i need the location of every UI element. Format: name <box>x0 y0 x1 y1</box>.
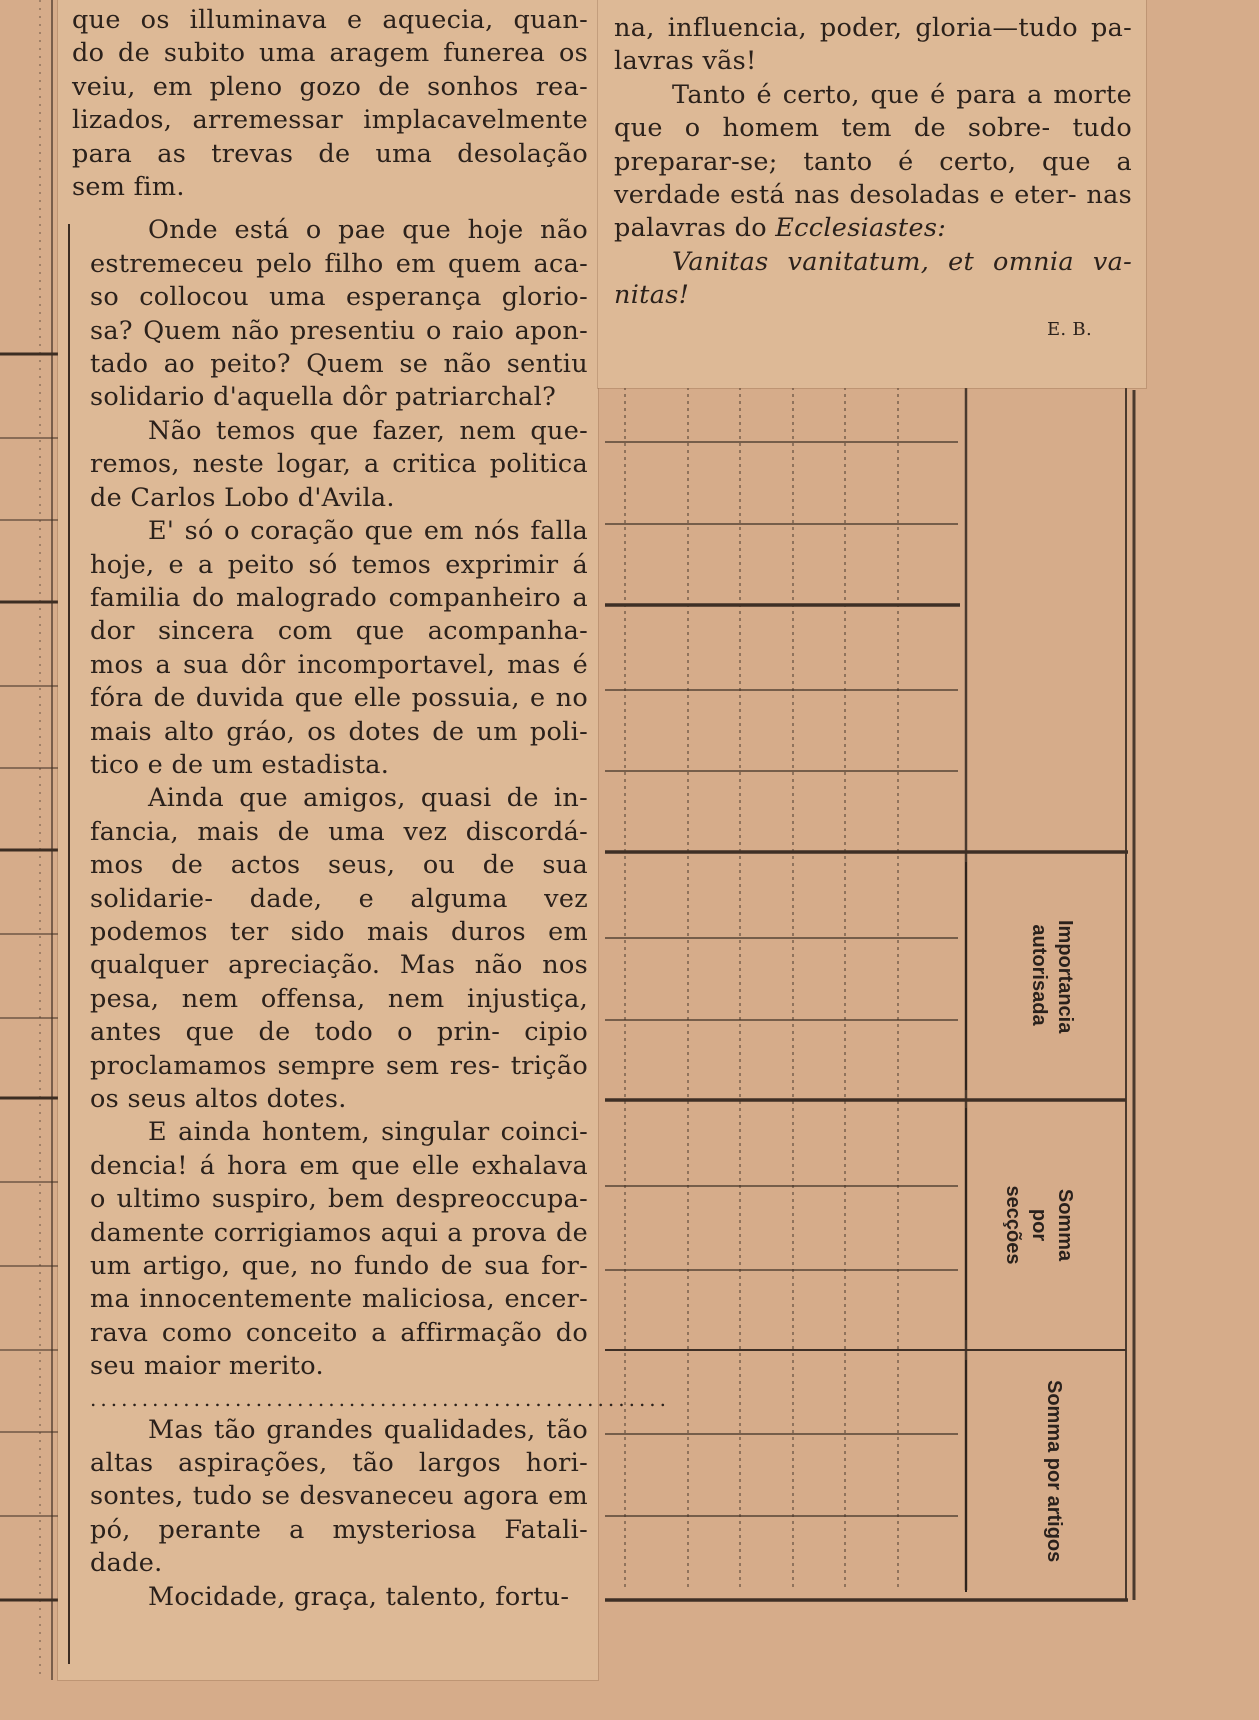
header-importancia-autorisada: Importancia autorisada <box>1028 920 1076 1034</box>
top-lines <box>72 0 588 204</box>
paragraph: E' só o coração que em nós falla hoje, e a peito só temos exprimir á familia do malogrado companheiro a dor sincera com que acompanha- mos a sua dôr incomportavel, mas é fóra de duvida que elle possuia, e no mais alto gráo, os dotes de um poli- tico e de um estadista. <box>90 516 588 780</box>
article-text-right <box>614 12 1132 346</box>
newspaper-clipping-right <box>598 0 1146 388</box>
header-somma-por-artigos: Somma por artigos <box>1043 1380 1065 1563</box>
text-line: sem fim. <box>72 172 185 203</box>
text-line: que os illuminava e aquecia, quan- <box>72 5 588 35</box>
article-text-left <box>72 0 671 1614</box>
latin-quote: Vanitas vanitatum, et omnia va- nitas! <box>614 246 1132 311</box>
text-line: lizados, arremessar implacavelmente <box>72 105 588 136</box>
paragraph-text: Tanto é certo, que é para a morte que o homem tem de sobre- tudo preparar-se; tanto é certo, que a verdade está nas desoladas e eter- nas palavras do <box>614 79 1132 244</box>
paragraph: Mocidade, graça, talento, fortu- <box>148 1581 570 1612</box>
paragraph: Ainda que amigos, quasi de in- fancia, mais de uma vez discordá- mos de actos seus, ou de sua solidarie- dade, e alguma vez podemos ter sido mais duros em qualquer apreciação. Mas não nos pesa, nem offensa, nem injustiça, antes que de todo o prin- cipio proclamamos sempre sem res- trição os seus altos dotes. <box>90 783 588 1114</box>
clipping-column-rule <box>68 224 70 1664</box>
dotted-separator: ........................................................ <box>90 1386 671 1411</box>
text-line: do de subito uma aragem funerea os <box>72 38 588 69</box>
text-line: para as trevas de uma desolação <box>72 138 588 169</box>
paragraph-ecclesiastes <box>614 79 1132 246</box>
newspaper-clipping-left <box>58 0 671 1680</box>
text-line: veiu, em pleno gozo de sonhos rea- <box>72 71 588 102</box>
book-title: Ecclesiastes: <box>775 213 947 244</box>
paragraph: E ainda hontem, singular coinci- dencia! á hora em que elle exhalava o ultimo suspiro, bem despreoccupa- damente corrigiamos aqui a prova de um artigo, que, no fundo de sua for- ma innocentemente maliciosa, encer- rava como conceito a affirmação do seu maior merito. <box>90 1117 588 1382</box>
paragraph: Onde está o pae que hoje não estremeceu pelo filho em quem aca- so collocou uma esperança glorio- sa? Quem não presentiu o raio apon- tado ao peito? Quem se não sentiu solidario d'aquella dôr patriarchal? <box>90 215 588 413</box>
paragraph: na, influencia, poder, gloria—tudo pa- lavras vãs! <box>614 13 1132 77</box>
article-body <box>72 204 671 1614</box>
author-signature: E. B. <box>1046 318 1092 340</box>
paragraph: Não temos que fazer, nem que- remos, neste logar, a critica politica de Carlos Lobo d'Avila. <box>90 415 588 513</box>
margin-row-markers <box>0 354 58 1600</box>
header-somma-por-seccoes: Somma por secções <box>1002 1185 1076 1265</box>
paragraph: Mas tão grandes qualidades, tão altas aspirações, tão largos hori- sontes, tudo se desvaneceu agora em pó, perante a mysteriosa Fatali- dade. <box>90 1414 588 1579</box>
